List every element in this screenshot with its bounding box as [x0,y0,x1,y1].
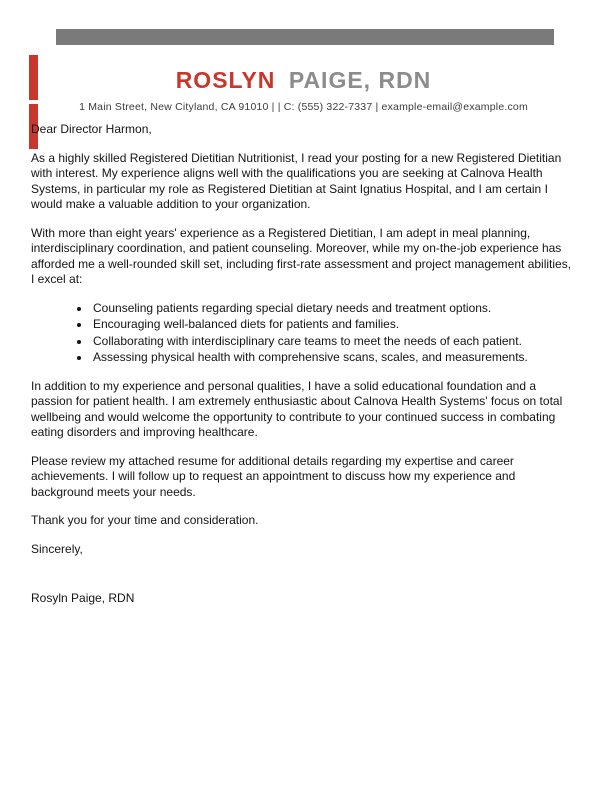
paragraph-thanks: Thank you for your time and consideration. [31,513,259,527]
name-rest: PAIGE, RDN [288,67,432,93]
closing: Sincerely, [31,541,83,556]
paragraph-experience: With more than eight years' experience as a Registered Dietitian, I am adept in meal planning, interdisciplinary coordination, and patient counseling. Moreover, while my on-the-job experience has afforded me a well-rounded skill set, including first-rate assessment and project management abilities, I excel at: [31,225,572,286]
bullet-item: • Collaborating with interdisciplinary care teams to meet the needs of each patient. [91,334,577,350]
page-title [0,67,607,94]
name-first: ROSLYN [175,67,276,93]
header-gray-bar [56,29,554,45]
paragraph-qualities: In addition to my experience and personal qualities, I have a solid educational foundation and a passion for patient health. I am extremely enthusiastic about Calnova Health Systems' focus on total wellbeing and would welcome the opportunity to contribute to your continued success in combating eating disorders and improving healthcare. [31,378,563,439]
paragraph-intro: As a highly skilled Registered Dietitian Nutritionist, I read your posting for a new Registered Dietitian with interest. My experience aligns well with the qualifications you are seeking at Calnova Health Systems, in particular my role as Registered Dietitian at Saint Ignatius Hospital, and I am certain I would make a valuable addition to your organization. [31,150,562,211]
signature: Rosyln Paige, RDN [31,591,135,605]
contact-line: 1 Main Street, New Cityland, CA 91010 | | C: (555) 322-7337 | example-email@example.com [79,101,528,113]
salutation: Dear Director Harmon, [31,122,152,136]
bullet-item: • Encouraging well-balanced diets for patients and families. [91,317,577,333]
bullet-item: • Assessing physical health with comprehensive scans, scales, and measurements. [91,350,577,366]
paragraph-resume: Please review my attached resume for additional details regarding my expertise and career achievements. I will follow up to request an appointment to discuss how my experience and background meets your needs. [31,453,516,499]
bullet-list [31,301,577,366]
letter-body [31,122,577,620]
bullet-item: • Counseling patients regarding special dietary needs and treatment options. [91,301,577,317]
